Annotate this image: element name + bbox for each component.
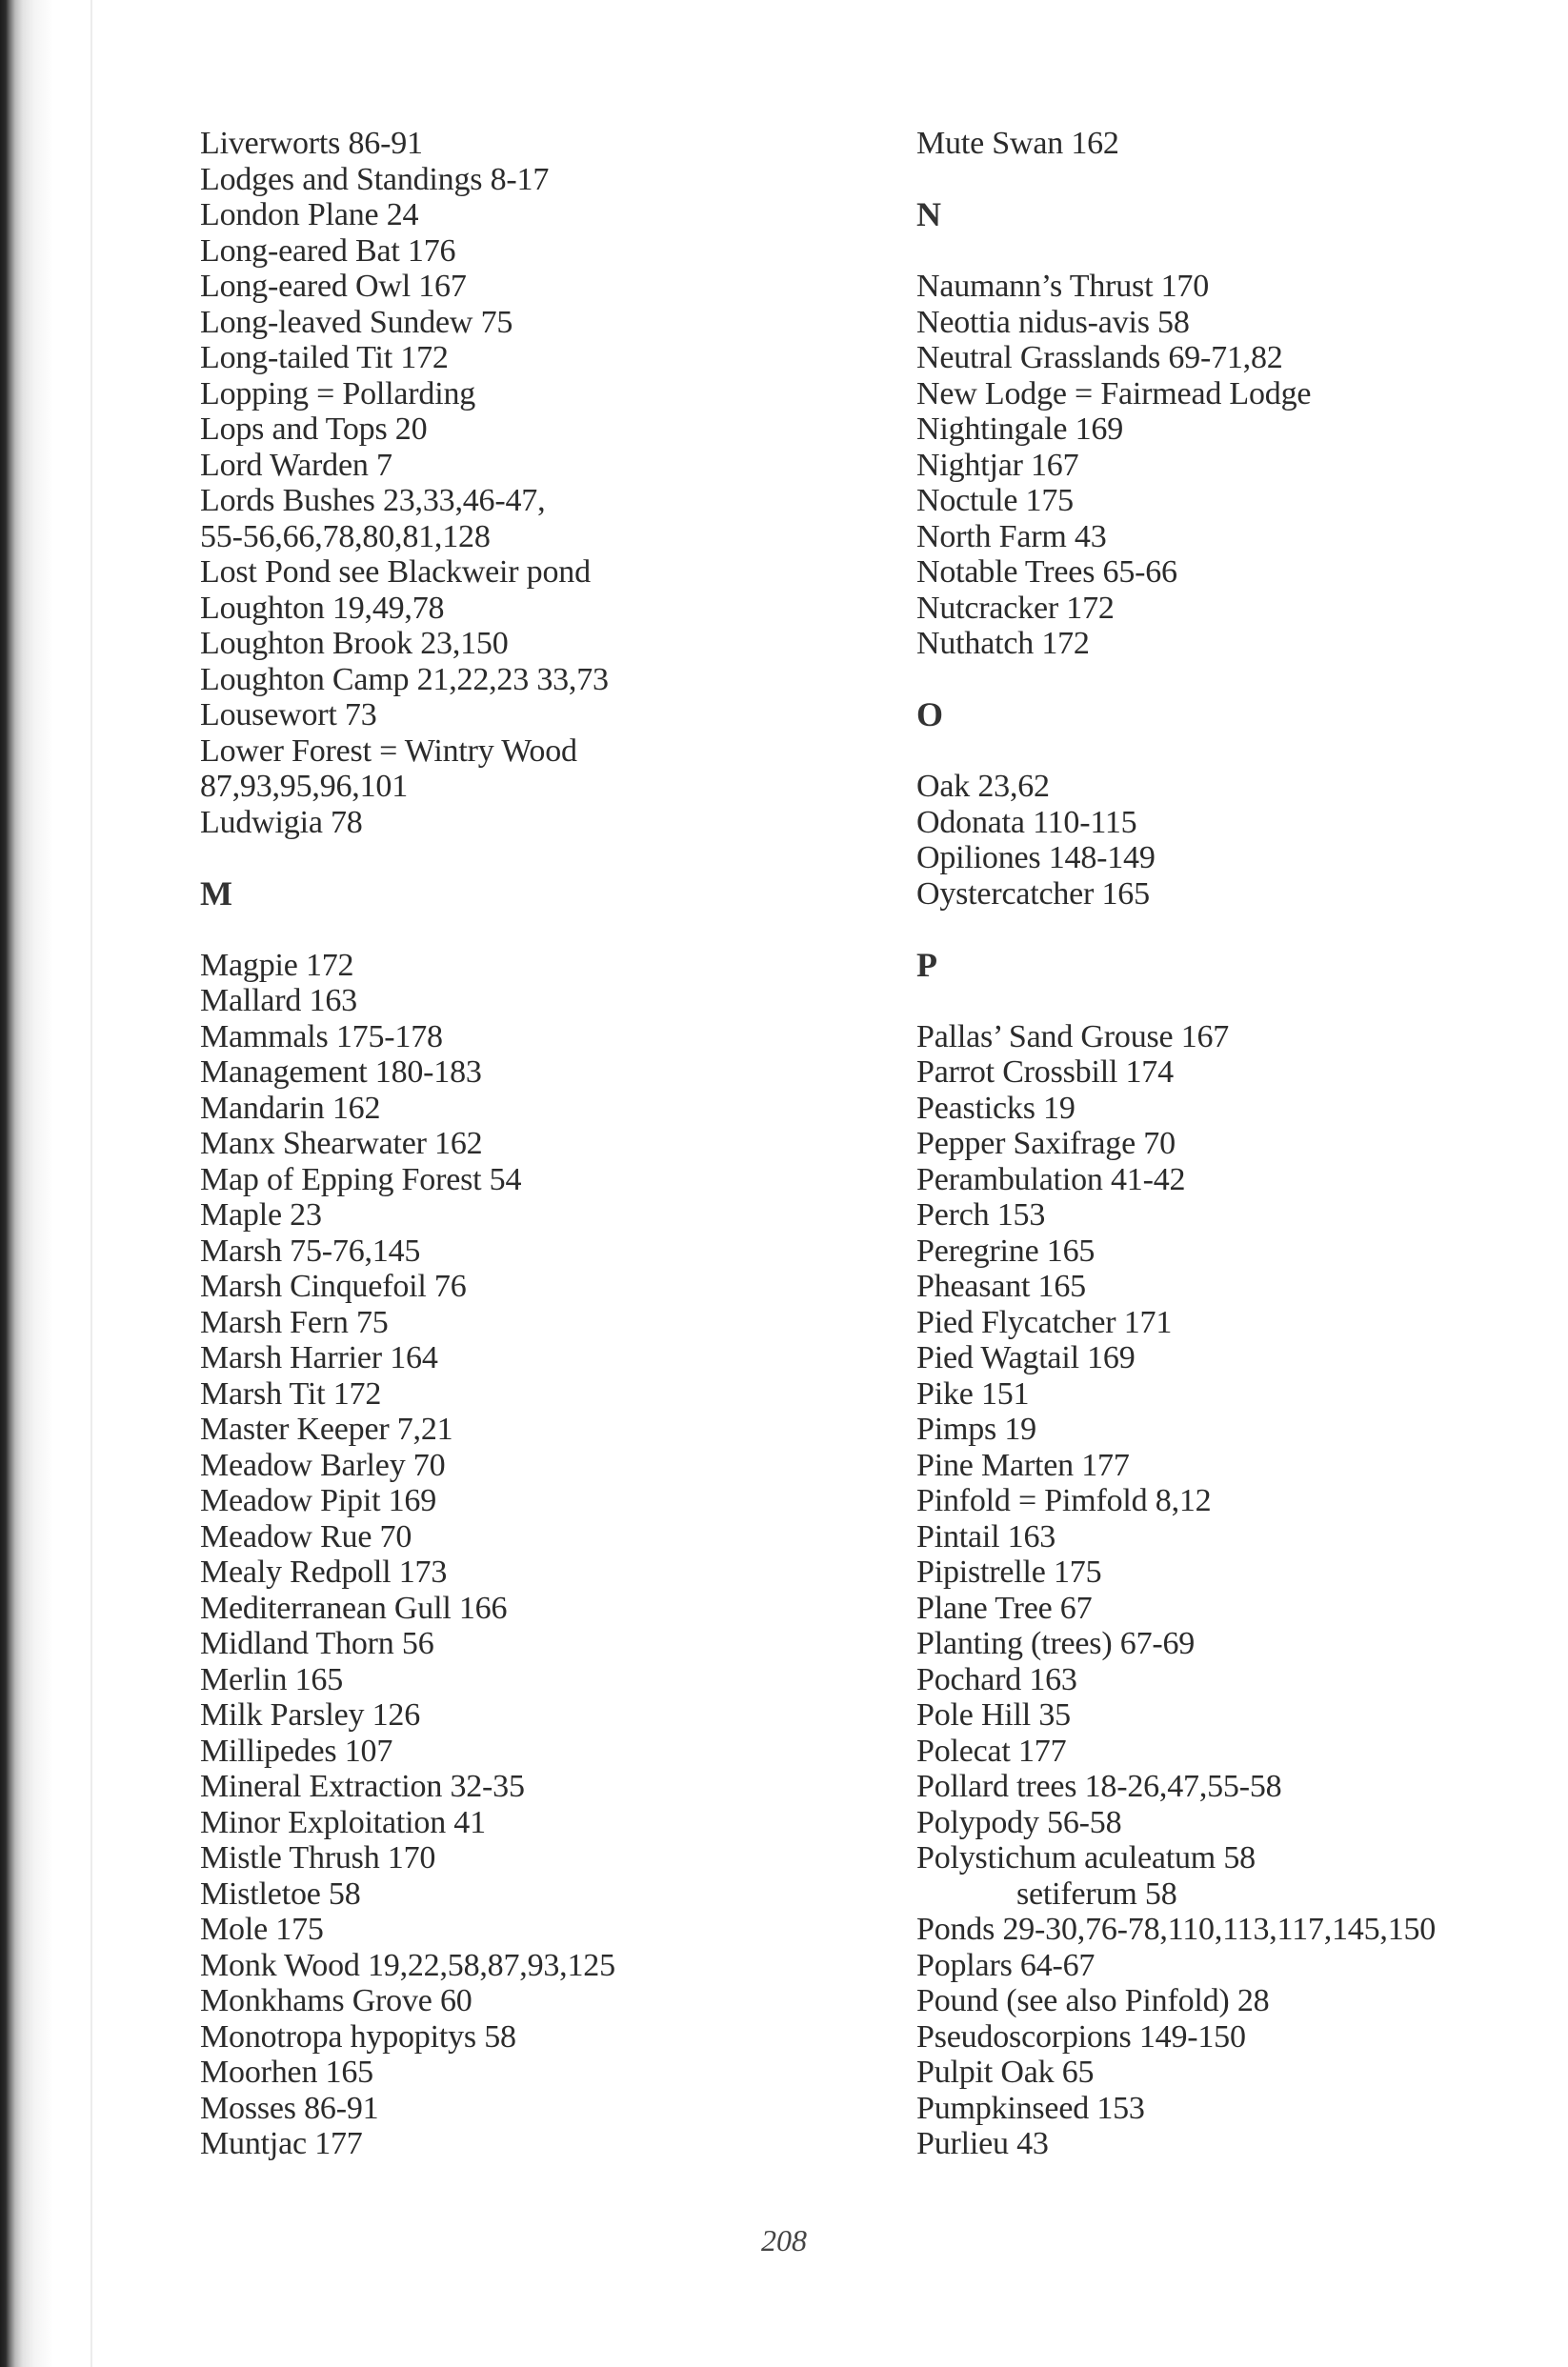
index-column-left bbox=[200, 126, 867, 2162]
index-entry: Marsh 75-76,145 bbox=[200, 1233, 421, 1269]
index-entry: Pochard 163 bbox=[916, 1661, 1077, 1697]
index-entry: Marsh Fern 75 bbox=[200, 1304, 389, 1340]
index-entry: Management 180-183 bbox=[200, 1054, 482, 1090]
index-entry: Odonata 110-115 bbox=[916, 804, 1137, 840]
index-entry: 55-56,66,78,80,81,128 bbox=[200, 518, 491, 554]
index-entry: Long-tailed Tit 172 bbox=[200, 340, 449, 375]
index-entry: Master Keeper 7,21 bbox=[200, 1412, 453, 1447]
index-entry: Lousewort 73 bbox=[200, 697, 377, 732]
index-entry: Mandarin 162 bbox=[200, 1090, 381, 1126]
index-entry: Monkhams Grove 60 bbox=[200, 1983, 472, 2018]
index-entry: Pimps 19 bbox=[916, 1412, 1036, 1447]
index-entry: Mistletoe 58 bbox=[200, 1876, 361, 1912]
index-subentry: setiferum 58 bbox=[1016, 1876, 1177, 1912]
index-entry: New Lodge = Fairmead Lodge bbox=[916, 375, 1312, 411]
index-entry: Pseudoscorpions 149-150 bbox=[916, 2018, 1246, 2055]
index-entry: Lower Forest = Wintry Wood bbox=[200, 732, 577, 769]
index-entry: Mole 175 bbox=[200, 1912, 324, 1947]
index-entry: Lopping = Pollarding bbox=[200, 375, 476, 411]
index-entry: Pound (see also Pinfold) 28 bbox=[916, 1983, 1270, 2018]
index-entry: Loughton 19,49,78 bbox=[200, 590, 445, 626]
index-entry: Minor Exploitation 41 bbox=[200, 1804, 486, 1840]
index-entry: Lords Bushes 23,33,46-47, bbox=[200, 483, 546, 518]
page-number: 208 bbox=[761, 2223, 807, 2257]
index-entry: Mealy Redpoll 173 bbox=[200, 1555, 448, 1590]
index-entry: Map of Epping Forest 54 bbox=[200, 1161, 522, 1197]
index-entry: North Farm 43 bbox=[916, 518, 1107, 554]
index-entry: Meadow Rue 70 bbox=[200, 1518, 412, 1555]
index-entry: Lops and Tops 20 bbox=[200, 411, 428, 447]
index-entry: Polypody 56-58 bbox=[916, 1804, 1122, 1840]
index-entry: Liverworts 86-91 bbox=[200, 126, 423, 161]
index-entry: Monk Wood 19,22,58,87,93,125 bbox=[200, 1947, 615, 1983]
index-entry: Pike 151 bbox=[916, 1375, 1030, 1412]
index-entry: Neutral Grasslands 69-71,82 bbox=[916, 340, 1283, 375]
index-entry: Pinfold = Pimfold 8,12 bbox=[916, 1483, 1212, 1518]
index-entry: Poplars 64-67 bbox=[916, 1947, 1096, 1983]
index-entry: Ponds 29-30,76-78,110,113,117,145,150 bbox=[916, 1912, 1437, 1947]
index-entry: Pulpit Oak 65 bbox=[916, 2055, 1095, 2090]
index-entry: Mistle Thrush 170 bbox=[200, 1840, 436, 1876]
index-entry: Polecat 177 bbox=[916, 1733, 1067, 1769]
index-entry: Peregrine 165 bbox=[916, 1233, 1096, 1269]
index-entry: Pipistrelle 175 bbox=[916, 1555, 1102, 1590]
index-entry: Pheasant 165 bbox=[916, 1269, 1086, 1304]
index-entry: Noctule 175 bbox=[916, 483, 1074, 518]
index-entry: Purlieu 43 bbox=[916, 2126, 1049, 2161]
index-entry: Maple 23 bbox=[200, 1197, 322, 1233]
index-entry: Loughton Brook 23,150 bbox=[200, 626, 509, 661]
index-entry: Peasticks 19 bbox=[916, 1090, 1075, 1126]
index-entry: Mute Swan 162 bbox=[916, 126, 1119, 161]
index-entry: Pintail 163 bbox=[916, 1518, 1056, 1555]
index-entry: Lost Pond see Blackweir pond bbox=[200, 554, 591, 590]
index-entry: Oak 23,62 bbox=[916, 769, 1050, 804]
index-entry: Notable Trees 65-66 bbox=[916, 554, 1177, 590]
index-entry: Oystercatcher 165 bbox=[916, 875, 1150, 912]
index-entry: Nightjar 167 bbox=[916, 447, 1079, 483]
index-entry: Naumann’s Thrust 170 bbox=[916, 269, 1210, 304]
index-entry: Pine Marten 177 bbox=[916, 1447, 1130, 1483]
index-entry: Pepper Saxifrage 70 bbox=[916, 1126, 1176, 1161]
index-entry: Nuthatch 172 bbox=[916, 626, 1090, 661]
index-entry: Marsh Tit 172 bbox=[200, 1375, 382, 1412]
index-entry: Mineral Extraction 32-35 bbox=[200, 1769, 525, 1804]
index-entry: Millipedes 107 bbox=[200, 1733, 393, 1769]
index-entry: London Plane 24 bbox=[200, 197, 419, 232]
index-entry: Merlin 165 bbox=[200, 1661, 344, 1697]
index-entry: Marsh Cinquefoil 76 bbox=[200, 1269, 467, 1304]
index-entry: Parrot Crossbill 174 bbox=[916, 1054, 1174, 1090]
page-binding-edge bbox=[0, 0, 53, 2367]
index-entry: Loughton Camp 21,22,23 33,73 bbox=[200, 661, 609, 697]
index-entry: Planting (trees) 67-69 bbox=[916, 1626, 1196, 1661]
index-entry: Nutcracker 172 bbox=[916, 590, 1115, 626]
index-section-letter: P bbox=[916, 945, 937, 984]
index-entry: Plane Tree 67 bbox=[916, 1590, 1093, 1626]
index-entry: Muntjac 177 bbox=[200, 2126, 363, 2161]
index-column-right bbox=[916, 126, 1545, 2162]
index-section-letter: M bbox=[200, 873, 232, 913]
index-section-letter: N bbox=[916, 195, 941, 233]
index-entry: Mosses 86-91 bbox=[200, 2090, 379, 2126]
index-entry: Magpie 172 bbox=[200, 947, 354, 983]
index-entry: Neottia nidus-avis 58 bbox=[916, 304, 1190, 340]
index-entry: Opiliones 148-149 bbox=[916, 840, 1156, 875]
index-entry: Lodges and Standings 8-17 bbox=[200, 161, 550, 197]
index-entry: Midland Thorn 56 bbox=[200, 1626, 434, 1661]
index-entry: Long-leaved Sundew 75 bbox=[200, 304, 513, 340]
index-entry: Marsh Harrier 164 bbox=[200, 1340, 438, 1375]
index-entry: Mammals 175-178 bbox=[200, 1018, 443, 1054]
page-fold-line bbox=[90, 0, 92, 2367]
index-entry: Pied Flycatcher 171 bbox=[916, 1304, 1173, 1340]
index-entry: Moorhen 165 bbox=[200, 2055, 373, 2090]
index-section-letter: O bbox=[916, 695, 944, 733]
index-entry: Pallas’ Sand Grouse 167 bbox=[916, 1018, 1230, 1054]
index-entry: Perch 153 bbox=[916, 1197, 1046, 1233]
index-entry: Manx Shearwater 162 bbox=[200, 1126, 483, 1161]
index-entry: Milk Parsley 126 bbox=[200, 1697, 421, 1733]
index-entry: Pollard trees 18-26,47,55-58 bbox=[916, 1769, 1282, 1804]
index-entry: Mallard 163 bbox=[200, 983, 357, 1018]
index-entry: Meadow Barley 70 bbox=[200, 1447, 446, 1483]
index-entry: Pumpkinseed 153 bbox=[916, 2090, 1145, 2126]
index-entry: Pole Hill 35 bbox=[916, 1697, 1071, 1733]
index-entry: Long-eared Bat 176 bbox=[200, 232, 456, 269]
index-entry: Ludwigia 78 bbox=[200, 804, 363, 840]
index-entry: Meadow Pipit 169 bbox=[200, 1483, 437, 1518]
index-entry: Lord Warden 7 bbox=[200, 447, 392, 483]
index-entry: Monotropa hypopitys 58 bbox=[200, 2018, 516, 2055]
index-entry: Pied Wagtail 169 bbox=[916, 1340, 1136, 1375]
index-entry: Nightingale 169 bbox=[916, 411, 1124, 447]
index-entry: Long-eared Owl 167 bbox=[200, 269, 467, 304]
index-entry: Polystichum aculeatum 58 bbox=[916, 1840, 1256, 1876]
index-entry: Perambulation 41-42 bbox=[916, 1161, 1186, 1197]
index-entry: 87,93,95,96,101 bbox=[200, 769, 409, 804]
index-entry: Mediterranean Gull 166 bbox=[200, 1590, 508, 1626]
